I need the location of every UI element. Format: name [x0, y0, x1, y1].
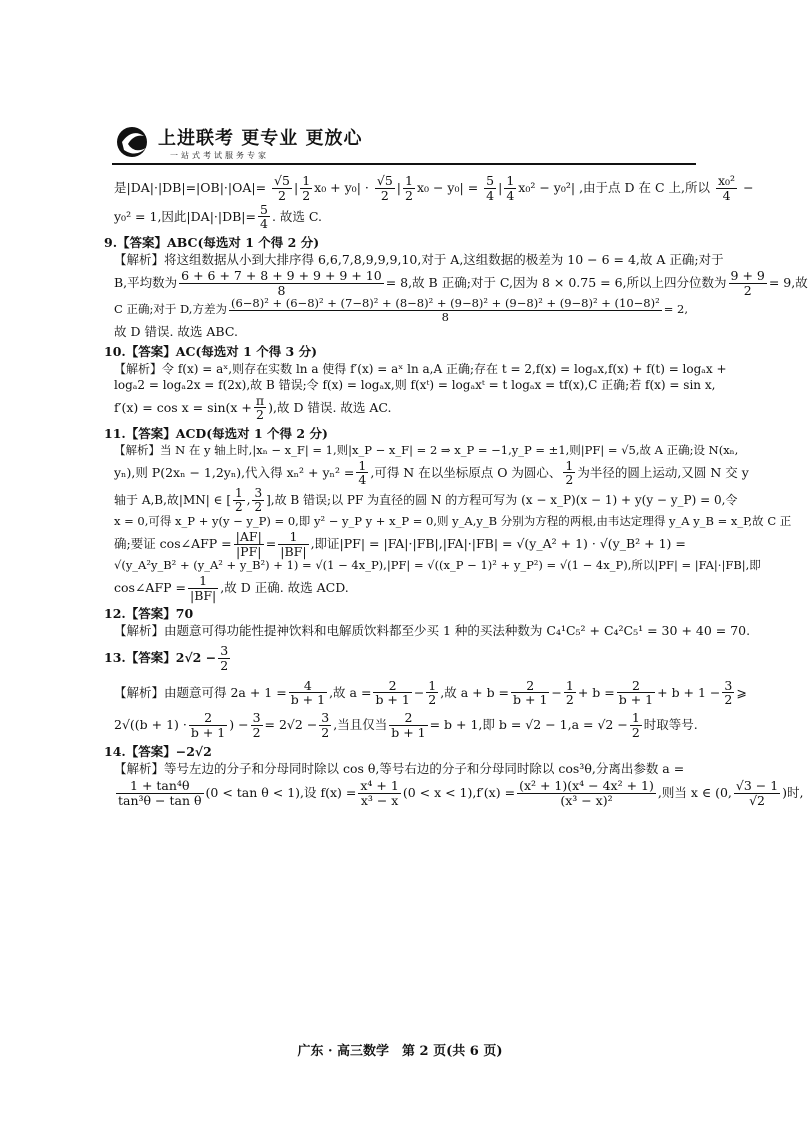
- numerator: 1 + tan⁴θ: [116, 779, 204, 794]
- denominator: 2: [405, 187, 413, 203]
- denominator: |BF|: [189, 587, 217, 603]
- text: ,则当 x ∈ (0,: [657, 785, 732, 801]
- question-11-explanation: 【解析】当 N 在 y 轴上时,|xₙ − x_F| = 1,则|x_P − x_F| = 2 ⇒ x_P = −1,y_P = ±1,则|PF| = √5,故 A 正确;设 N(xₙ,: [114, 443, 739, 458]
- fraction: [734, 779, 780, 808]
- text: =: [467, 179, 479, 195]
- text: 确;要证 cos∠AFP =: [114, 535, 232, 551]
- numerator: 1: [428, 677, 437, 693]
- denominator: 2: [631, 724, 640, 740]
- question-14-explanation: 【解析】等号左边的分子和分母同时除以 cos θ,等号右边的分子和分母同时除以 cos³θ,分离出参数 a =: [114, 760, 685, 776]
- numerator: 1: [358, 457, 367, 473]
- text: (0 < x < 1),f′(x) =: [402, 785, 516, 801]
- question-11-explanation: 确;要证 cos∠AFP = $\frac{|AF|}{|PF|}$ = $\frac{1}{|BF|}$ ,即证|PF| = |FA|·|FB|,|FA|·|FB| = √(y_A² + 1) · √(y_B² + 1) =: [114, 528, 686, 559]
- denominator: 2: [235, 500, 243, 515]
- numerator: 2: [189, 711, 227, 726]
- question-14-answer: 14.【答案】−2√2: [104, 743, 212, 759]
- document-body: [104, 172, 808, 809]
- numerator: (x² + 1)(x⁴ − 4x² + 1): [519, 778, 654, 794]
- question-12-answer: 12.【答案】70: [104, 606, 194, 622]
- text: B,平均数为: [114, 274, 178, 290]
- text: ,故 a =: [329, 684, 372, 700]
- numerator: 2: [617, 679, 655, 694]
- numerator: 3: [321, 710, 330, 726]
- fraction: [729, 269, 767, 298]
- numerator: 1: [405, 173, 413, 188]
- denominator: 2: [565, 692, 574, 708]
- text: yₙ),则 P(2xₙ − 1,2yₙ),代入得 xₙ² + yₙ² =: [114, 464, 355, 480]
- fraction: [504, 174, 516, 203]
- text: ,由于点 D 在 C 上,所以: [579, 179, 711, 195]
- fraction: [373, 679, 411, 708]
- text: 时取等号.: [643, 716, 698, 732]
- question-13-explanation: [114, 677, 747, 708]
- numerator: 5: [486, 173, 495, 188]
- text: −: [551, 684, 562, 700]
- question-9-answer: 9.【答案】ABC(每选对 1 个得 2 分): [104, 235, 320, 250]
- fraction: [116, 779, 204, 808]
- numerator: 1: [302, 173, 311, 188]
- page-footer: 广东 · 高三数学 第 2 页(共 6 页): [297, 1044, 503, 1059]
- fraction: [517, 779, 656, 808]
- numerator: 1: [278, 530, 308, 545]
- text: cos∠AFP =: [114, 579, 186, 595]
- denominator: 4: [358, 472, 367, 488]
- numerator: 3: [724, 677, 733, 693]
- numerator: 6 + 6 + 7 + 8 + 9 + 9 + 9 + 10: [181, 267, 382, 283]
- text: = 8,故 B 正确;对于 C,因为 8 × 0.75 = 6,所以上四分位数为: [385, 274, 727, 290]
- fraction: [358, 779, 400, 808]
- numerator: (6−8)² + (6−8)² + (7−8)² + (8−8)² + (9−8)² + (9−8)² + (9−8)² + (10−8)²: [230, 296, 660, 311]
- denominator: 4: [486, 187, 495, 203]
- denominator: 8: [277, 282, 286, 298]
- denominator: b + 1: [391, 724, 426, 740]
- question-11-explanation: [114, 457, 749, 488]
- fraction: [389, 711, 427, 740]
- numerator: x₀²: [718, 173, 736, 188]
- question-11-explanation: √(y_A²y_B² + (y_A² + y_B²) + 1) = √(1 − 4x_P),|PF| = √((x_P − 1)² + y_P²) = √(1 − 4x_P),所以|PF| = |FA|·|FB|,即: [114, 558, 761, 573]
- answer-line: 是|DA|·|DB|=|OB|·|OA|= $\frac{√5}{2}$ | $\frac{1}{2}$ x₀ + y₀| · $\frac{√5}{2}$ | $\frac{1}{2}$ x₀ − y₀| = $\frac{5}{4}$ | $\frac{1}{4}$ x₀² − y₀²| ,由于点 D 在 C 上,所以 $\frac{\text{x₀²}}{4}$ −: [114, 173, 754, 203]
- numerator: 2: [389, 711, 427, 726]
- fraction: [564, 679, 576, 708]
- fraction: [229, 297, 662, 323]
- text: ⩾: [736, 684, 747, 700]
- fraction: [218, 644, 230, 673]
- text: −: [413, 684, 425, 700]
- fraction: [375, 174, 395, 203]
- denominator: 2: [380, 187, 389, 203]
- denominator: 2: [743, 282, 752, 298]
- denominator: 8: [441, 309, 449, 324]
- fraction: [356, 459, 368, 488]
- numerator: 3: [254, 486, 263, 501]
- denominator: 4: [259, 216, 268, 232]
- fraction: [511, 679, 549, 708]
- header-slogan: 上进联考 更专业 更放心: [158, 128, 363, 149]
- text: ,故 a + b =: [440, 684, 510, 700]
- numerator: √3 − 1: [735, 778, 779, 794]
- fraction: [716, 174, 737, 203]
- question-13-answer: [104, 644, 694, 673]
- text: 为半径的圆上运动,又圆 N 交 y: [577, 464, 749, 480]
- denominator: b + 1: [618, 692, 654, 708]
- denominator: 4: [722, 187, 731, 203]
- question-11-answer: 11.【答案】ACD(每选对 1 个得 2 分): [104, 426, 328, 442]
- denominator: |PF|: [235, 543, 262, 559]
- text: = b + 1,即 b = √2 − 1,a = √2 −: [429, 716, 628, 732]
- text: ,即证|PF| = |FA|·|FB|,|FA|·|FB| = √(y_A² + 1) · √(y_B² + 1) =: [310, 535, 686, 551]
- question-9-explanation: 【解析】将这组数据从小到大排序得 6,6,7,8,9,9,9,10,对于 A,这组数据的极差为 10 − 6 = 4,故 A 正确;对于: [114, 251, 724, 267]
- numerator: 1: [565, 457, 574, 473]
- question-13-explanation: [114, 710, 698, 740]
- fraction: [617, 679, 655, 708]
- fraction: [254, 394, 266, 423]
- fraction: [252, 487, 264, 514]
- numerator: 2: [511, 679, 549, 694]
- text: + b + 1 −: [657, 684, 721, 700]
- text: ·: [364, 179, 369, 195]
- text: = 2,: [663, 302, 688, 317]
- text: y₀² = 1,因此|DA|·|DB|=: [114, 208, 256, 224]
- text: ,故 D 正确. 故选 ACD.: [220, 579, 349, 595]
- numerator: 1: [188, 574, 218, 589]
- numerator: |AF|: [235, 528, 262, 544]
- denominator: (x³ − x)²: [560, 793, 613, 809]
- fraction: [426, 679, 438, 708]
- denominator: 2: [220, 657, 229, 673]
- question-12-explanation: 【解析】由题意可得功能性提神饮料和电解质饮料都至少买 1 种的买法种数为 C₄¹C₅² + C₄²C₅¹ = 30 + 40 = 70.: [114, 623, 751, 639]
- fraction: [251, 711, 263, 740]
- fraction: [403, 174, 415, 203]
- text: 13.【答案】2√2 −: [104, 649, 217, 665]
- question-11-explanation: x = 0,可得 x_P + y(y − y_P) = 0,即 y² − y_P y + x_P = 0,则 y_A,y_B 分别为方程的两根,由韦达定理得 y_A y_B = x_P,故 C 正: [114, 514, 792, 529]
- numerator: 9 + 9: [730, 267, 765, 283]
- fraction: [630, 711, 642, 740]
- denominator: b + 1: [375, 692, 410, 708]
- fraction: [278, 530, 308, 559]
- numerator: 3: [252, 710, 261, 726]
- text: f′(x) = cos x = sin(x +: [114, 399, 252, 415]
- question-10-explanation: 【解析】令 f(x) = aˣ,则存在实数 ln a 使得 f′(x) = aˣ ln a,A 正确;存在 t = 2,f(x) = logₐx,f(x) + f(t) = logₐx +: [114, 362, 727, 377]
- question-9-explanation: 故 D 错误. 故选 ABC.: [114, 323, 238, 339]
- numerator: 5: [259, 201, 268, 217]
- denominator: b + 1: [513, 692, 548, 708]
- numerator: 1: [565, 677, 574, 693]
- question-10-explanation: [114, 394, 694, 423]
- fraction: [234, 530, 264, 559]
- header-subslogan: 一站式考试服务专家: [170, 151, 269, 160]
- text: C 正确;对于 D,方差为: [114, 302, 227, 317]
- question-9-explanation: [114, 267, 808, 298]
- text: −: [743, 179, 754, 195]
- fraction: [179, 269, 384, 298]
- fraction: [233, 487, 245, 514]
- text: ,当且仅当: [333, 716, 388, 732]
- text: = 9,故: [768, 274, 808, 290]
- text: + b =: [577, 684, 615, 700]
- numerator: x⁴ + 1: [360, 778, 399, 794]
- numerator: 1: [631, 710, 640, 726]
- denominator: x³ − x: [360, 793, 399, 809]
- numerator: 3: [220, 643, 229, 659]
- text: 是|DA|·|DB|=|OB|·|OA|=: [114, 179, 267, 195]
- fraction: [319, 711, 331, 740]
- fraction: [484, 174, 496, 203]
- fraction: [289, 679, 327, 708]
- denominator: 2: [252, 724, 261, 740]
- header-divider: [112, 163, 696, 165]
- text: 2√((b + 1) ·: [114, 716, 187, 732]
- question-14-explanation: [114, 778, 804, 809]
- fraction: [563, 459, 575, 488]
- fraction: [189, 711, 227, 740]
- numerator: 1: [506, 173, 515, 188]
- text: (0 < tan θ < 1),设 f(x) =: [205, 785, 357, 801]
- denominator: 2: [302, 187, 311, 203]
- denominator: √2: [749, 793, 765, 809]
- fraction: [300, 174, 312, 203]
- numerator: 1: [235, 486, 243, 501]
- question-11-explanation: 轴于 A,B,故|MN| ∈ [ $\frac{1}{2}$ , $\frac{3}{2}$ ],故 B 错误;以 PF 为直径的圆 N 的方程可写为 (x − x_P)(x − 1) + y(y − y_P) = 0,令: [114, 486, 738, 515]
- text: ) −: [229, 716, 249, 732]
- numerator: 4: [289, 679, 327, 694]
- text: )时,: [782, 785, 804, 801]
- denominator: 2: [254, 500, 263, 515]
- answer-line: [114, 203, 694, 232]
- denominator: b + 1: [290, 692, 326, 708]
- text: = 2√2 −: [264, 716, 318, 732]
- text: 轴于 A,B,故|MN| ∈ [: [114, 493, 231, 508]
- fraction: [258, 203, 270, 232]
- denominator: 2: [724, 692, 733, 708]
- denominator: 2: [321, 724, 330, 740]
- question-10-answer: 10.【答案】AC(每选对 1 个得 3 分): [104, 344, 318, 360]
- denominator: |BF|: [280, 543, 307, 559]
- text: 【解析】由题意可得 2a + 1 =: [114, 684, 287, 700]
- text: ),故 D 错误. 故选 AC.: [268, 399, 392, 415]
- numerator: √5: [274, 173, 290, 188]
- numerator: π: [255, 392, 265, 408]
- question-9-explanation: [114, 297, 694, 323]
- denominator: 4: [506, 187, 515, 203]
- denominator: 2: [278, 187, 286, 203]
- denominator: 2: [565, 472, 574, 488]
- denominator: 2: [256, 407, 264, 423]
- numerator: 2: [373, 679, 411, 694]
- fraction: [188, 574, 218, 603]
- question-11-explanation: [114, 574, 694, 603]
- denominator: b + 1: [190, 724, 226, 740]
- text: . 故选 C.: [271, 208, 322, 224]
- denominator: tan³θ − tan θ: [118, 793, 202, 809]
- fraction: [722, 679, 734, 708]
- text: ,可得 N 在以坐标原点 O 为圆心、: [370, 464, 562, 480]
- numerator: √5: [376, 173, 393, 188]
- denominator: 2: [428, 692, 437, 708]
- fraction: [272, 174, 292, 203]
- text: ],故 B 错误;以 PF 为直径的圆 N 的方程可写为 (x − x_P)(x − 1) + y(y − y_P) = 0,令: [266, 493, 738, 508]
- question-10-explanation: logₐ2 = logₐ2x = f(2x),故 B 错误;令 f(x) = logₐx,则 f(xᵗ) = logₐxᵗ = t logₐx = tf(x),C 正确;若 f(x) = sin x,: [114, 378, 716, 393]
